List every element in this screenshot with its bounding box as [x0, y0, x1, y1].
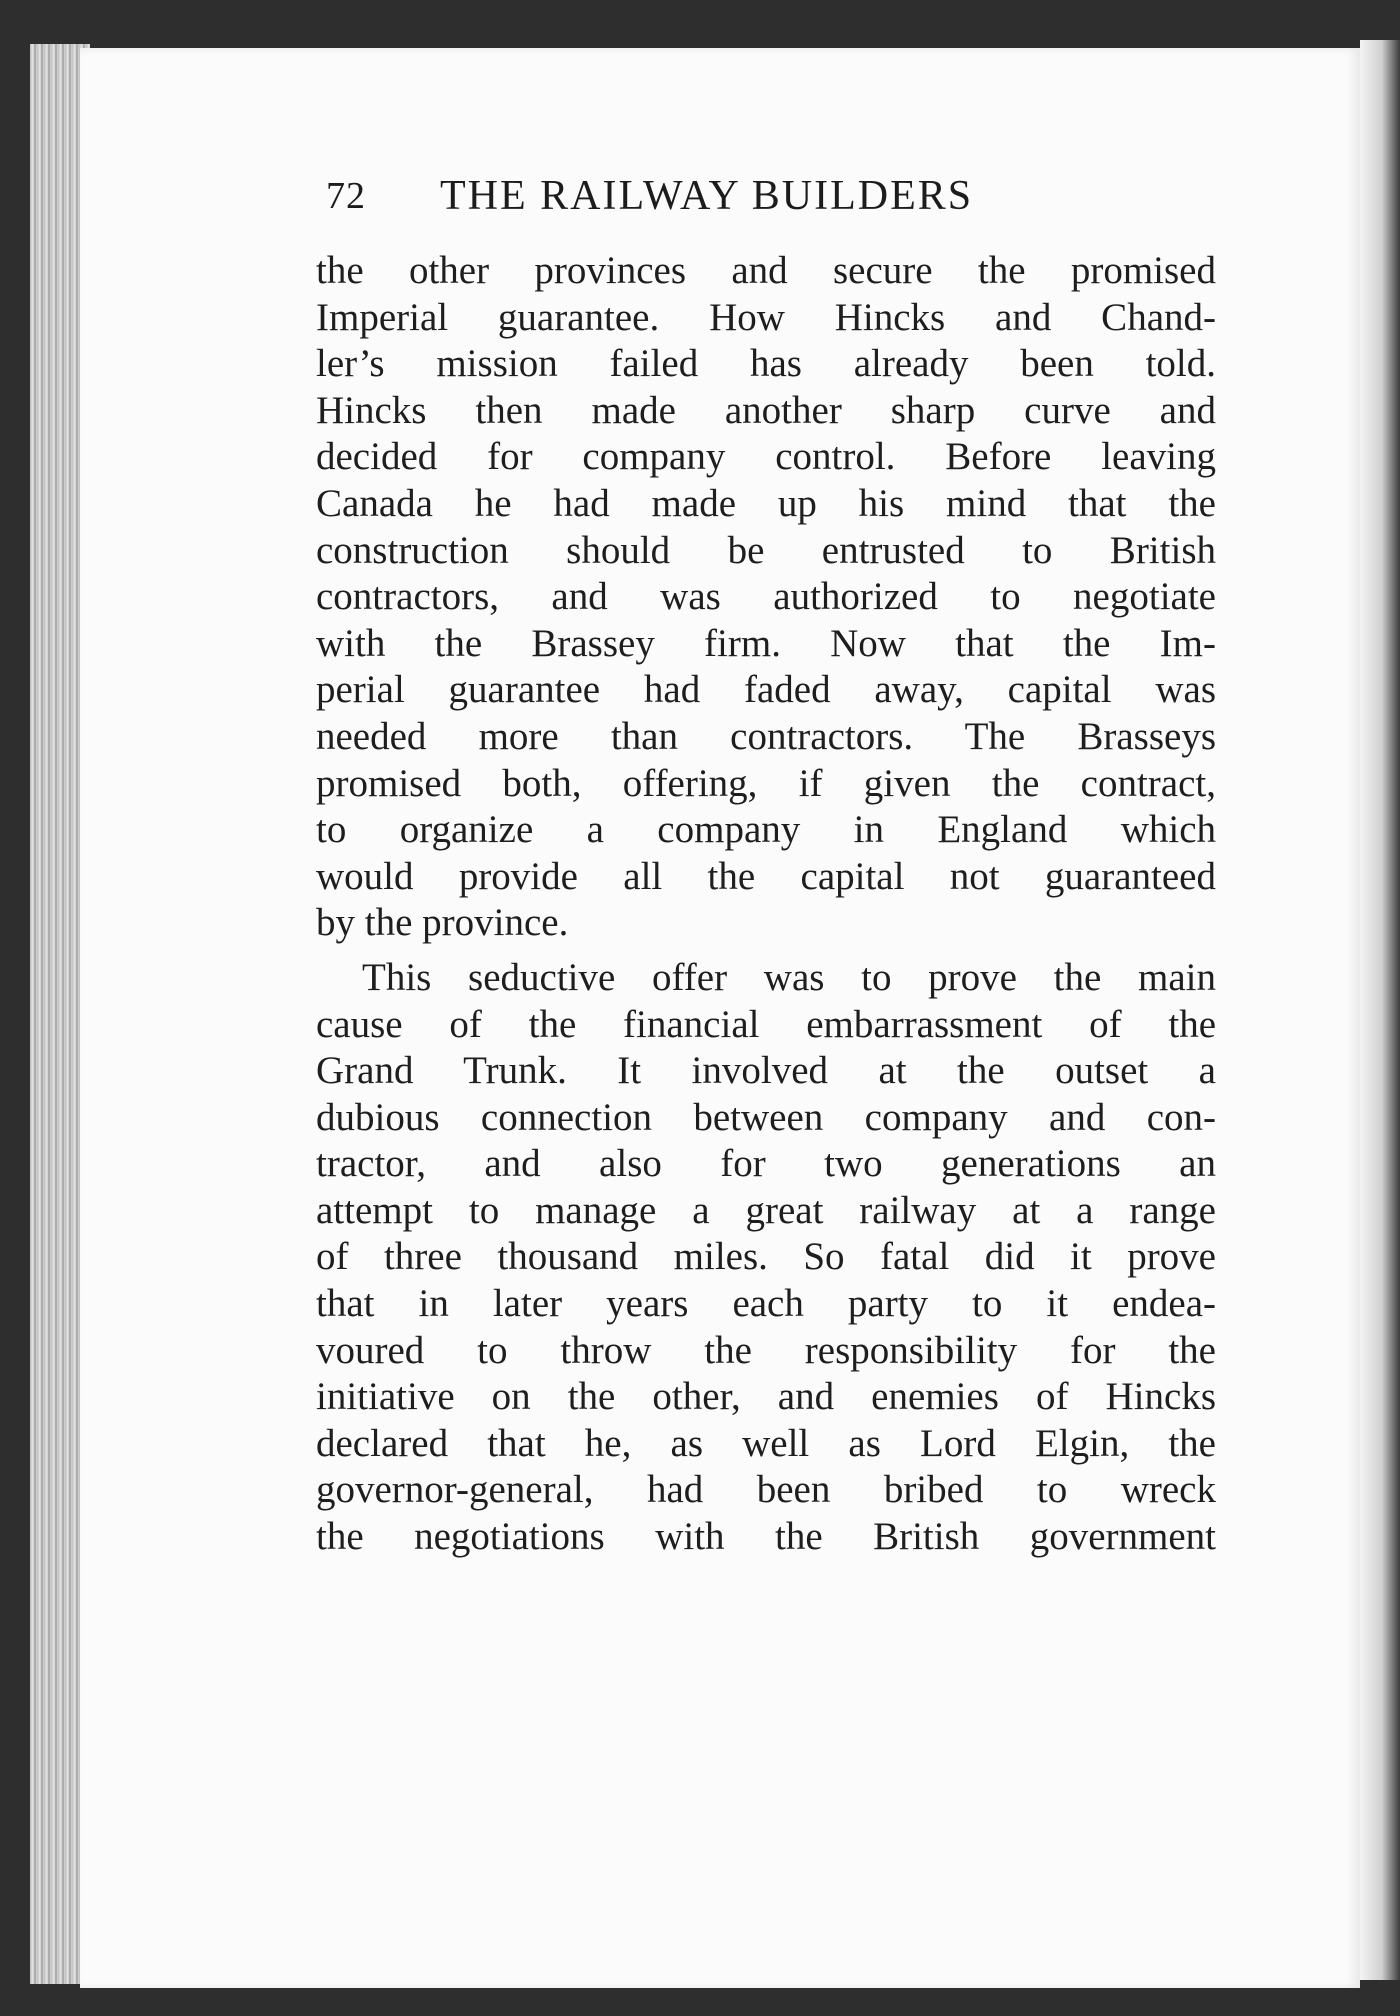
text-line: initiative on the other, and enemies of Hincks — [316, 1375, 1216, 1419]
text-line: with the Brassey firm. Now that the Im- — [316, 621, 1216, 665]
text-line: declared that he, as well as Lord Elgin, the — [316, 1421, 1216, 1465]
text-line: ler’s mission failed has already been told. — [316, 342, 1216, 386]
text-line: cause of the financial embarrassment of the — [316, 1002, 1216, 1046]
text-line: of three thousand miles. So fatal did it prove — [316, 1235, 1216, 1279]
text-line: Imperial guarantee. How Hincks and Chand- — [316, 295, 1216, 339]
text-line: Grand Trunk. It involved at the outset a — [316, 1049, 1216, 1093]
text-line: construction should be entrusted to British — [316, 528, 1216, 572]
text-line: contractors, and was authorized to negotiate — [316, 575, 1216, 619]
page-fold — [1360, 40, 1400, 1980]
text-line: that in later years each party to it endea- — [316, 1282, 1216, 1326]
text-line: perial guarantee had faded away, capital was — [316, 668, 1216, 712]
paragraph-gap — [316, 947, 1216, 955]
text-line: governor-general, had been bribed to wreck — [316, 1468, 1216, 1512]
text-line: attempt to manage a great railway at a range — [316, 1188, 1216, 1232]
text-line: Hincks then made another sharp curve and — [316, 388, 1216, 432]
text-line: needed more than contractors. The Brasseys — [316, 714, 1216, 758]
running-header — [326, 172, 1126, 232]
paragraph-1 — [316, 248, 1216, 947]
text-line: the other provinces and secure the promised — [316, 249, 1216, 292]
text-line: by the province. — [316, 901, 569, 945]
body-text — [316, 248, 1216, 1561]
text-line: promised both, offering, if given the contract, — [316, 761, 1216, 805]
text-line: would provide all the capital not guaranteed — [316, 854, 1216, 898]
text-line: decided for company control. Before leaving — [316, 435, 1216, 479]
text-line: to organize a company in England which — [316, 808, 1216, 852]
running-title: THE RAILWAY BUILDERS — [440, 173, 974, 219]
text-line: voured to throw the responsibility for the — [316, 1328, 1216, 1372]
text-line: dubious connection between company and con- — [316, 1095, 1216, 1139]
text-line: tractor, and also for two generations an — [316, 1142, 1216, 1186]
text-line: Canada he had made up his mind that the — [316, 481, 1216, 525]
text-line: This seductive offer was to prove the main — [362, 955, 1216, 999]
paragraph-2 — [316, 955, 1216, 1561]
page-number: 72 — [326, 175, 366, 217]
text-line: the negotiations with the British government — [316, 1515, 1216, 1559]
